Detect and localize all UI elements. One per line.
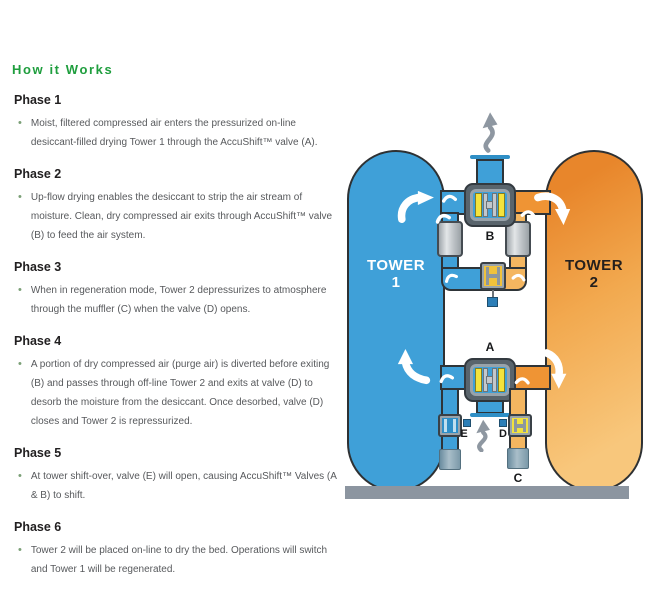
phase-4-block — [14, 334, 342, 431]
section-heading: How it Works — [12, 62, 114, 77]
bullet-icon: • — [18, 544, 22, 556]
tower-1-label-word: TOWER — [366, 257, 426, 274]
tower2-inflow-arrow-icon — [534, 189, 576, 227]
valve-a-spool — [470, 364, 510, 396]
valve-spool-bar — [516, 424, 524, 428]
phase-1-text: Moist, filtered compressed air enters the pressurized on-line desiccant-filled drying Tower 1 through the AccuShift™ valve (A). — [30, 118, 318, 148]
label-muffler-c: C — [513, 471, 523, 485]
phase-6-block — [14, 520, 342, 579]
valve-spool-bar — [492, 193, 497, 217]
valve-spool-bar — [492, 368, 497, 392]
valve-b-spool — [470, 189, 510, 221]
tower-1-label — [347, 257, 445, 291]
phase-6-text: Tower 2 will be placed on-line to dry the bed. Operations will switch and Tower 1 will be regenerated. — [30, 545, 328, 575]
tower1-outflow-arrow-icon — [395, 189, 437, 223]
dryer-diagram — [345, 105, 647, 505]
phase-3-bullet — [14, 281, 342, 319]
phase-4-title: Phase 4 — [14, 334, 62, 348]
tower1-upflow-arrow-icon — [395, 348, 433, 386]
valve-bar — [453, 419, 456, 432]
phase-4-text: A portion of dry compressed air (purge air) is diverted before exiting (B) and passes through off-line Tower 2 and exits at valve (D) to desorb the moisture from the desiccant. Once desorbed, valve (D) closes and Tower 2 is repressurized. — [30, 359, 330, 427]
phase-4-bullet — [14, 355, 342, 431]
bullet-icon: • — [18, 117, 22, 129]
purge-solenoid — [487, 297, 498, 307]
valve-b — [464, 183, 516, 227]
phase-1-title: Phase 1 — [14, 93, 62, 107]
valve-seal-bar — [498, 193, 505, 217]
valve-seal-bar — [475, 368, 482, 392]
valve-d-spool — [512, 418, 528, 433]
tower-1-label-number: 1 — [391, 274, 401, 291]
label-valve-e: E — [460, 428, 468, 440]
valve-bar — [444, 419, 447, 432]
phase-2-text: Up-flow drying enables the desiccant to strip the air stream of moisture. Clean, dry compressed air exits through AccuShift™ valve (B) to feed the air system. — [30, 192, 333, 241]
phase-1-bullet — [14, 114, 342, 152]
phase-3-title: Phase 3 — [14, 260, 62, 274]
purge-valve-spool — [484, 266, 502, 286]
flow-chevron-icon — [442, 194, 457, 203]
phase-1-block — [14, 93, 342, 152]
valve-d — [508, 414, 532, 437]
tower-2-label-number: 2 — [589, 274, 599, 291]
bullet-icon: • — [18, 358, 22, 370]
phase-6-bullet — [14, 541, 342, 579]
label-valve-a: A — [485, 340, 495, 354]
phase-5-text: At tower shift-over, valve (E) will open, causing AccuShift™ Valves (A & B) to shift. — [30, 471, 337, 501]
solenoid-stem — [492, 290, 494, 297]
bullet-icon: • — [18, 191, 22, 203]
label-valve-d: D — [499, 428, 507, 440]
valve-d-solenoid — [499, 419, 507, 427]
valve-seal-bar — [475, 193, 482, 217]
label-valve-b: B — [485, 229, 495, 243]
phase-2-bullet — [14, 188, 342, 245]
phase-6-title: Phase 6 — [14, 520, 62, 534]
drain-stack-pipe — [476, 400, 504, 414]
phase-2-block — [14, 167, 342, 245]
tower2-downflow-arrow-icon — [539, 348, 573, 390]
drain-stack-flange — [470, 413, 510, 417]
phase-5-block — [14, 446, 342, 505]
bullet-icon: • — [18, 284, 22, 296]
check-valve-left — [437, 221, 463, 257]
muffler-left — [439, 449, 461, 470]
phase-3-text: When in regeneration mode, Tower 2 depressurizes to atmosphere through the muffler (C) when the valve (D) opens. — [30, 285, 327, 315]
floor-bar — [345, 486, 629, 499]
muffler-c — [507, 448, 529, 469]
phase-3-block — [14, 260, 342, 319]
exhaust-stack-flange — [470, 155, 510, 159]
exhaust-arrow-icon — [478, 108, 504, 154]
phase-5-bullet — [14, 467, 342, 505]
tower-2-label-word: TOWER — [564, 257, 624, 274]
phase-5-title: Phase 5 — [14, 446, 62, 460]
valve-e-spool — [442, 418, 458, 433]
valve-spool-bar — [488, 274, 498, 278]
valve-seal-bar — [498, 368, 505, 392]
how-it-works-section — [12, 62, 342, 594]
bullet-icon: • — [18, 470, 22, 482]
purge-exhaust-arrow-icon — [472, 418, 496, 452]
phase-2-title: Phase 2 — [14, 167, 62, 181]
tower-2-label — [545, 257, 643, 291]
valve-e-solenoid — [463, 419, 471, 427]
purge-valve — [480, 262, 506, 290]
